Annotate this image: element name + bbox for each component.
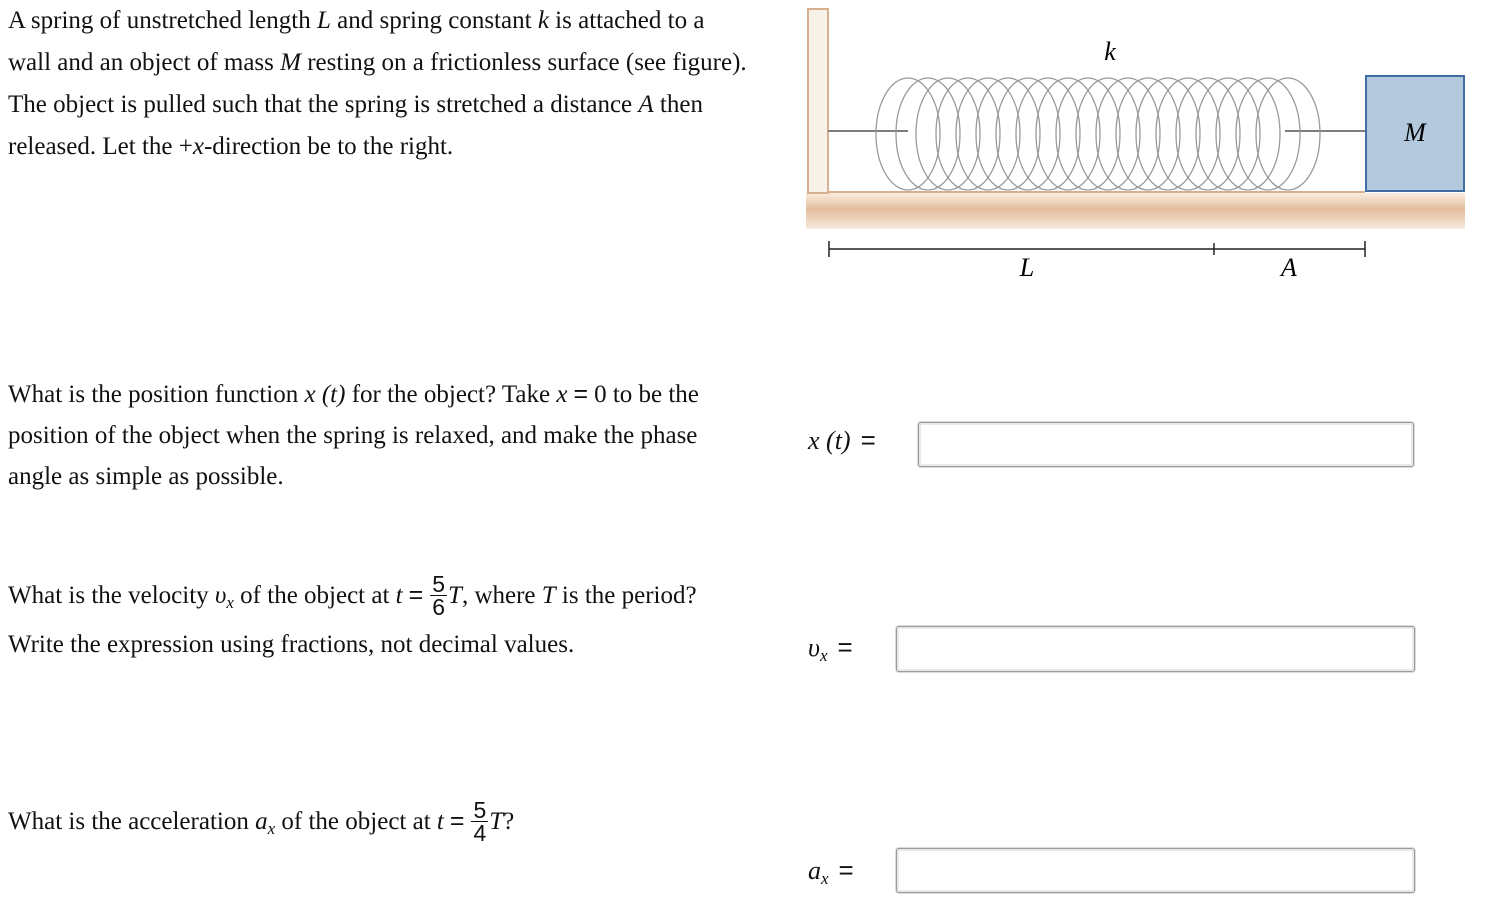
- equals-sign: =: [837, 632, 853, 662]
- zero-value: 0: [594, 381, 607, 408]
- spring-coil: [936, 78, 1000, 190]
- spring-coil: [896, 78, 960, 190]
- floor: [806, 193, 1465, 229]
- spring-coil: [1116, 78, 1180, 190]
- fraction-numerator: 5: [473, 796, 487, 823]
- var-sub: x: [226, 593, 234, 612]
- label-sub: x: [819, 646, 828, 665]
- equals-sign: =: [573, 380, 589, 408]
- q2-text: of the object at: [233, 582, 396, 609]
- q3-text: of the object at: [275, 808, 437, 835]
- velocity-label: [808, 632, 853, 666]
- question-acceleration: [8, 796, 728, 850]
- spring-coil: [1176, 78, 1240, 190]
- var-v: υ: [214, 582, 227, 609]
- spring-coil: [1236, 78, 1300, 190]
- q2-text: What is the velocity: [8, 582, 215, 609]
- var-x: x: [556, 381, 568, 408]
- spring-coil: [1096, 78, 1160, 190]
- var-t: t: [395, 582, 403, 609]
- velocity-answer-input[interactable]: [896, 626, 1415, 672]
- var-L: L: [316, 7, 331, 34]
- label-var: υ: [808, 633, 820, 662]
- var-T: T: [489, 808, 504, 835]
- q2-text: is the period? Write the expression using fractions, not decimal values.: [8, 582, 697, 658]
- wall: [808, 9, 1365, 193]
- label-var: a: [808, 856, 821, 885]
- spring-coil: [1056, 78, 1120, 190]
- equals-sign: =: [838, 855, 854, 885]
- var-T: T: [448, 582, 462, 609]
- fraction-numerator: 5: [432, 570, 446, 597]
- label-sub: x: [821, 869, 829, 888]
- spring-coil: [1156, 78, 1220, 190]
- spring-coil: [876, 78, 940, 190]
- equals-sign: =: [408, 581, 424, 609]
- mass-block: [1366, 76, 1464, 191]
- var-sub: x: [267, 819, 276, 838]
- stretch-label: A: [1281, 253, 1297, 282]
- spring-mass-figure: [800, 0, 1480, 290]
- spring-coil: [976, 78, 1040, 190]
- position-label: [808, 425, 876, 456]
- spring-coil: [1076, 78, 1140, 190]
- equals-sign: =: [860, 425, 876, 455]
- spring-coil: [1216, 78, 1280, 190]
- fraction: [471, 796, 488, 846]
- spring-constant-label: k: [1104, 37, 1116, 66]
- acceleration-answer-input[interactable]: [896, 848, 1415, 893]
- var-A: A: [638, 91, 654, 118]
- intro-text: resting on a frictionless surface (see figure). The object is pulled such that the spring is stretched a distance: [8, 49, 747, 118]
- label-var: x: [808, 426, 820, 455]
- label-arg: (t): [826, 426, 851, 455]
- q2-text: , where: [461, 582, 542, 609]
- q3-text: What is the acceleration: [8, 808, 256, 835]
- intro-text: A spring of unstretched length: [8, 7, 317, 34]
- spring-coil: [1036, 78, 1100, 190]
- mass-label: M: [1404, 118, 1426, 147]
- var-M: M: [280, 49, 301, 76]
- intro-text: and spring constant: [330, 7, 538, 34]
- q1-text: for the object? Take: [345, 381, 557, 408]
- var-t: (t): [321, 381, 346, 408]
- spring-coil: [956, 78, 1020, 190]
- length-label: L: [1019, 253, 1035, 282]
- var-x: x: [304, 381, 316, 408]
- fraction-denominator: 4: [473, 819, 487, 846]
- q1-text: What is the position function: [8, 381, 305, 408]
- var-t: t: [436, 808, 444, 835]
- question-velocity: [8, 570, 728, 666]
- var-T: T: [541, 582, 556, 609]
- question-position: [8, 374, 748, 497]
- intro-text: -direction be to the right.: [203, 133, 454, 160]
- spring-coil: [1136, 78, 1200, 190]
- fraction-denominator: 6: [432, 593, 446, 620]
- spring-coil: [1256, 78, 1320, 190]
- var-x: x: [192, 133, 204, 160]
- problem-intro: [8, 0, 748, 168]
- fraction: [430, 570, 447, 620]
- spring-coil: [996, 78, 1060, 190]
- spring-coil: [916, 78, 980, 190]
- spring-coil: [1196, 78, 1260, 190]
- equals-sign: =: [449, 807, 465, 835]
- spring: [828, 78, 1366, 190]
- intro-text: is attached to a wall and an object of mass: [8, 7, 705, 76]
- var-a: a: [255, 808, 268, 835]
- q1-text: to be the position of the object when the spring is relaxed, and make the phase angle as simple as possible.: [8, 381, 699, 490]
- acceleration-label: [808, 855, 854, 889]
- var-k: k: [537, 7, 549, 34]
- position-answer-input[interactable]: [918, 422, 1414, 467]
- q3-text: ?: [503, 808, 515, 835]
- spring-coil: [1016, 78, 1080, 190]
- intro-text: then released. Let the +: [8, 91, 703, 160]
